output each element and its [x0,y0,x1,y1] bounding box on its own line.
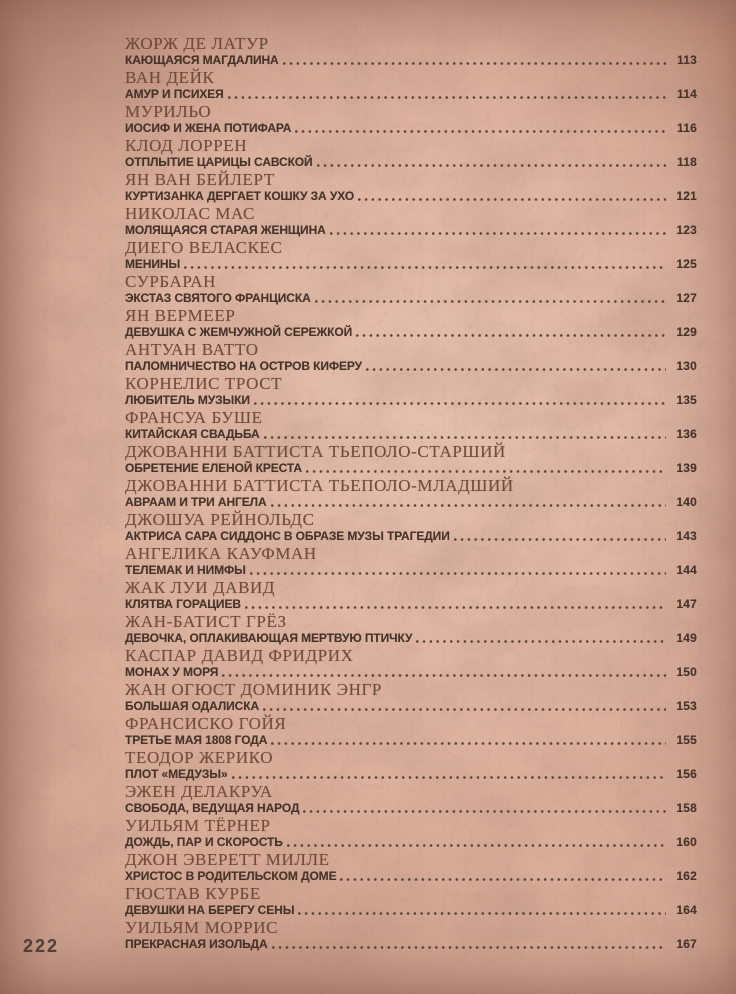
page-number: 150 [676,665,697,679]
title-row [125,802,697,815]
page-number: 121 [676,189,697,203]
toc-entry [125,67,697,101]
artist-name: ЯН ВАН БЕЙЛЕРТ [125,170,275,189]
title-row [125,88,697,101]
title-row [125,530,697,543]
artist-name: ЖОРЖ ДЕ ЛАТУР [125,34,269,53]
title-row [125,700,697,713]
dot-leader [264,436,666,439]
dot-leader [315,300,666,303]
title-row [125,904,697,917]
page-number: 156 [676,767,697,781]
artist-name: НИКОЛАС МАС [125,204,255,223]
title-row [125,632,697,645]
page-number: 130 [676,359,697,373]
artist-name: АНГЕЛИКА КАУФМАН [125,544,317,563]
page-number: 158 [676,801,697,815]
painting-title: КЛЯТВА ГОРАЦИЕВ [125,597,241,611]
toc-entry [125,713,697,747]
artist-name: ДИЕГО ВЕЛАСКЕС [125,238,283,257]
artist-name: УИЛЬЯМ МОРРИС [125,918,279,937]
page-number: 135 [676,393,697,407]
dot-leader [222,674,666,677]
title-row [125,462,697,475]
title-row [125,258,697,271]
toc-entry [125,33,697,67]
title-row [125,938,697,951]
painting-title: ОБРЕТЕНИЕ ЕЛЕНОЙ КРЕСТА [125,461,302,475]
dot-leader [303,810,666,813]
painting-title: БОЛЬШАЯ ОДАЛИСКА [125,699,260,713]
page-number: 147 [676,597,697,611]
toc-entry [125,645,697,679]
artist-name: ДЖОШУА РЕЙНОЛЬДС [125,510,315,529]
toc-entry [125,101,697,135]
title-row [125,224,697,237]
title-row [125,394,697,407]
painting-title: КАЮЩАЯСЯ МАГДАЛИНА [125,53,279,67]
painting-title: ДЕВУШКА С ЖЕМЧУЖНОЙ СЕРЕЖКОЙ [125,325,353,339]
artist-name: ЖАК ЛУИ ДАВИД [125,578,276,597]
dot-leader [416,640,666,643]
painting-title: МЕНИНЫ [125,257,181,271]
painting-title: АМУР И ПСИХЕЯ [125,87,224,101]
dot-leader [283,62,666,65]
toc-entry [125,441,697,475]
painting-title: АВРААМ И ТРИ АНГЕЛА [125,495,267,509]
dot-leader [254,402,666,405]
painting-title: ЭКСТАЗ СВЯТОГО ФРАНЦИСКА [125,291,311,305]
painting-title: ЛЮБИТЕЛЬ МУЗЫКИ [125,393,250,407]
artist-name: ФРАНСУА БУШЕ [125,408,263,427]
dot-leader [317,164,666,167]
painting-title: ХРИСТОС В РОДИТЕЛЬСКОМ ДОМЕ [125,869,337,883]
dot-leader [232,776,666,779]
toc-entry [125,237,697,271]
dot-leader [228,96,666,99]
dot-leader [356,334,666,337]
page-number: 127 [676,291,697,305]
toc-list [125,33,697,951]
page-number: 153 [676,699,697,713]
dot-leader [366,368,666,371]
title-row [125,156,697,169]
page-number: 164 [676,903,697,917]
painting-title: КИТАЙСКАЯ СВАДЬБА [125,427,260,441]
artist-name: ЖАН ОГЮСТ ДОМИНИК ЭНГР [125,680,382,699]
dot-leader [340,878,666,881]
painting-title: СВОБОДА, ВЕДУЩАЯ НАРОД [125,801,300,815]
toc-entry [125,611,697,645]
toc-entry [125,543,697,577]
page-number: 113 [677,53,697,67]
title-row [125,870,697,883]
artist-name: ДЖОВАННИ БАТТИСТА ТЬЕПОЛО-СТАРШИЙ [125,442,506,461]
page-number: 129 [676,325,697,339]
toc-entry [125,475,697,509]
toc-entry [125,679,697,713]
toc-entry [125,271,697,305]
page-number: 144 [676,563,697,577]
title-row [125,428,697,441]
artist-name: ЭЖЕН ДЕЛАКРУА [125,782,273,801]
title-row [125,326,697,339]
painting-title: КУРТИЗАНКА ДЕРГАЕТ КОШКУ ЗА УХО [125,189,355,203]
page-number: 143 [676,529,697,543]
artist-name: ЖАН-БАТИСТ ГРЁЗ [125,612,287,631]
title-row [125,768,697,781]
toc-entry [125,917,697,951]
toc-entry [125,815,697,849]
page-number: 162 [676,869,697,883]
title-row [125,564,697,577]
title-row [125,734,697,747]
artist-name: ВАН ДЕЙК [125,68,215,87]
toc-entry [125,373,697,407]
artist-name: ЯН ВЕРМЕЕР [125,306,236,325]
title-row [125,122,697,135]
page-number: 116 [677,121,697,135]
dot-leader [330,232,666,235]
page-number: 125 [676,257,697,271]
page-number: 114 [677,87,697,101]
artist-name: ТЕОДОР ЖЕРИКО [125,748,274,767]
toc-entry [125,509,697,543]
painting-title: ДЕВОЧКА, ОПЛАКИВАЮЩАЯ МЕРТВУЮ ПТИЧКУ [125,631,413,645]
dot-leader [263,708,666,711]
page-number: 139 [676,461,697,475]
painting-title: ПЛОТ «МЕДУЗЫ» [125,767,228,781]
toc-entry [125,577,697,611]
painting-title: ДЕВУШКИ НА БЕРЕГУ СЕНЫ [125,903,295,917]
page-number: 149 [676,631,697,645]
toc-entry [125,747,697,781]
dot-leader [295,130,666,133]
toc-entry [125,781,697,815]
dot-leader [298,912,666,915]
artist-name: КОРНЕЛИС ТРОСТ [125,374,283,393]
title-row [125,292,697,305]
artist-name: МУРИЛЬО [125,102,212,121]
title-row [125,360,697,373]
page-number: 123 [676,223,697,237]
dot-leader [245,606,666,609]
title-row [125,598,697,611]
artist-name: ДЖОВАННИ БАТТИСТА ТЬЕПОЛО-МЛАДШИЙ [125,476,514,495]
painting-title: МОНАХ У МОРЯ [125,665,219,679]
folio-page-number: 222 [23,936,60,956]
dot-leader [306,470,666,473]
page-number: 160 [676,835,697,849]
dot-leader [250,572,666,575]
title-row [125,54,697,67]
painting-title: ОТПЛЫТИЕ ЦАРИЦЫ САВСКОЙ [125,155,313,169]
artist-name: СУРБАРАН [125,272,217,291]
dot-leader [271,742,666,745]
dot-leader [287,844,666,847]
page-number: 140 [676,495,697,509]
painting-title: ДОЖДЬ, ПАР И СКОРОСТЬ [125,835,283,849]
dot-leader [272,946,666,949]
toc-entry [125,339,697,373]
artist-name: ДЖОН ЭВЕРЕТТ МИЛЛЕ [125,850,330,869]
artist-name: ФРАНСИСКО ГОЙЯ [125,714,287,733]
artist-name: КЛОД ЛОРРЕН [125,136,248,155]
dot-leader [454,538,666,541]
painting-title: ПАЛОМНИЧЕСТВО НА ОСТРОВ КИФЕРУ [125,359,363,373]
page-number: 136 [676,427,697,441]
page-number: 155 [676,733,697,747]
painting-title: ТЕЛЕМАК И НИМФЫ [125,563,246,577]
toc-entry [125,305,697,339]
artist-name: УИЛЬЯМ ТЁРНЕР [125,816,271,835]
painting-title: МОЛЯЩАЯСЯ СТАРАЯ ЖЕНЩИНА [125,223,326,237]
page-number: 118 [677,155,697,169]
painting-title: АКТРИСА САРА СИДДОНС В ОБРАЗЕ МУЗЫ ТРАГЕДИИ [125,529,450,543]
title-row [125,666,697,679]
artist-name: КАСПАР ДАВИД ФРИДРИХ [125,646,354,665]
artist-name: ГЮСТАВ КУРБЕ [125,884,261,903]
title-row [125,496,697,509]
dot-leader [271,504,666,507]
toc-entry [125,135,697,169]
toc-entry [125,169,697,203]
toc-entry [125,849,697,883]
painting-title: ТРЕТЬЕ МАЯ 1808 ГОДА [125,733,268,747]
title-row [125,836,697,849]
toc-entry [125,203,697,237]
toc-entry [125,883,697,917]
page-number: 167 [676,937,697,951]
painting-title: ПРЕКРАСНАЯ ИЗОЛЬДА [125,937,268,951]
painting-title: ИОСИФ И ЖЕНА ПОТИФАРА [125,121,292,135]
dot-leader [184,266,666,269]
toc-entry [125,407,697,441]
title-row [125,190,697,203]
artist-name: АНТУАН ВАТТО [125,340,259,359]
dot-leader [358,198,666,201]
